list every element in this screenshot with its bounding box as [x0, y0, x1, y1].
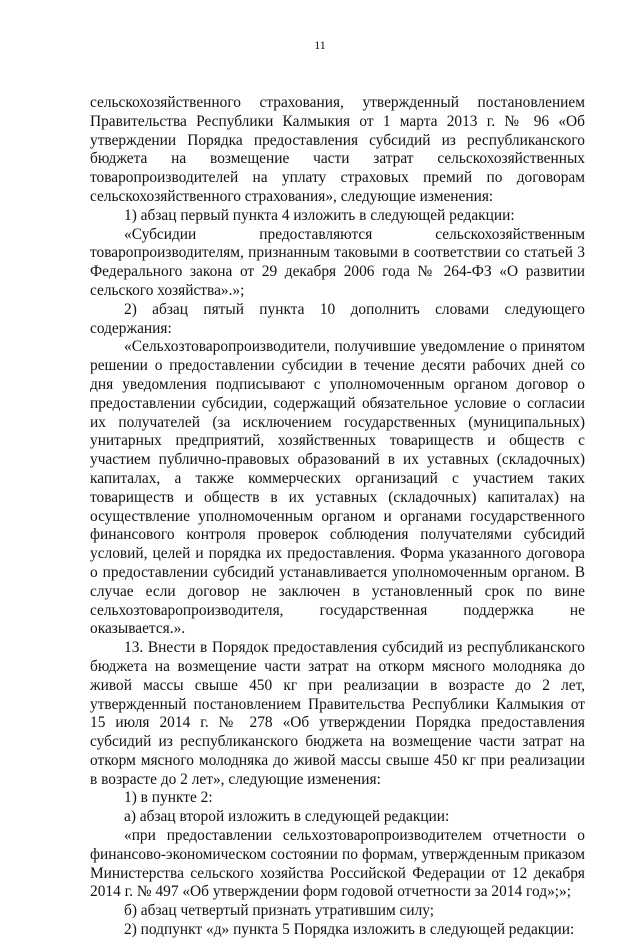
paragraph-quote-subsidies: «Субсидии предоставляются сельскохозяйственным товаропроизводителям, признанным таковыми в соответствии со статьей 3 Федерального закона от 29 декабря 2006 года № 264-ФЗ «О развитии сельского хозяйства».»;: [90, 225, 585, 299]
document-body: [90, 94, 585, 940]
paragraph-subitem-a: а) абзац второй изложить в следующей редакции:: [124, 808, 450, 826]
page-number: 11: [314, 38, 326, 52]
paragraph-quote-reporting: «при предоставлении сельхозтоваропроизводителем отчетности о финансово-экономическом состоянии по формам, утвержденным приказом Министерства сельского хозяйства Российской Федерации от 12 декабря 2014 г. № 497 «Об утверждении форм годовой отчетности за 2014 год»;»;: [90, 827, 585, 901]
paragraph-item-1: 1) абзац первый пункта 4 изложить в следующей редакции:: [124, 206, 515, 224]
paragraph-quote-producers: «Сельхозтоваропроизводители, получившие уведомление о принятом решении о предоставлении субсидии в течение десяти рабочих дней со дня уведомления подписывают с уполномоченным органом договор о предоставлении субсидии, содержащий обязательное условие о согласии их получателей (за исключением государственных (муниципальных) унитарных предприятий, хозяйственных товариществ и обществ с участием публично-правовых образований в их уставных (складочных) капиталах, а также коммерческих организаций с участием таких товариществ и обществ в их уставных (складочных) капиталах) на осуществление уполномоченным органом и органами государственного финансового контроля проверок соблюдения получателями субсидий условий, целей и порядка их предоставления. Форма указанного договора о предоставлении субсидий устанавливается уполномоченным органом. В случае если договор не заключен в установленный срок по вине сельхозтоваропроизводителя, государственная поддержка не оказывается.».: [90, 338, 585, 638]
paragraph-section-13: 13. Внести в Порядок предоставления субсидий из республиканского бюджета на возмещение части затрат на откорм мясного молодняка до живой массы свыше 450 кг при реализации в возрасте до 2 лет, утвержденный постановлением Правительства Республики Калмыкия от 15 июля 2014 г. № 278 «Об утверждении Порядка предоставления субсидий из республиканского бюджета на возмещение части затрат на откорм мясного молодняка до живой массы свыше 450 кг при реализации в возрасте до 2 лет», следующие изменения:: [90, 639, 585, 788]
paragraph-item-1-point-2: 1) в пункте 2:: [124, 789, 213, 807]
paragraph-subitem-b: б) абзац четвертый признать утратившим силу;: [124, 902, 435, 920]
paragraph-item-2-point-5: 2) подпункт «д» пункта 5 Порядка изложить в следующей редакции:: [124, 921, 575, 939]
paragraph-continuation: сельскохозяйственного страхования, утвержденный постановлением Правительства Республики Калмыкия от 1 марта 2013 г. № 96 «Об утверждении Порядка предоставления субсидий из республиканского бюджета на возмещение части затрат сельскохозяйственных товаропроизводителей на уплату страховых премий по договорам сельскохозяйственного страхования», следующие изменения:: [90, 94, 585, 205]
paragraph-item-2: 2) абзац пятый пункта 10 дополнить словами следующего содержания:: [90, 300, 585, 337]
